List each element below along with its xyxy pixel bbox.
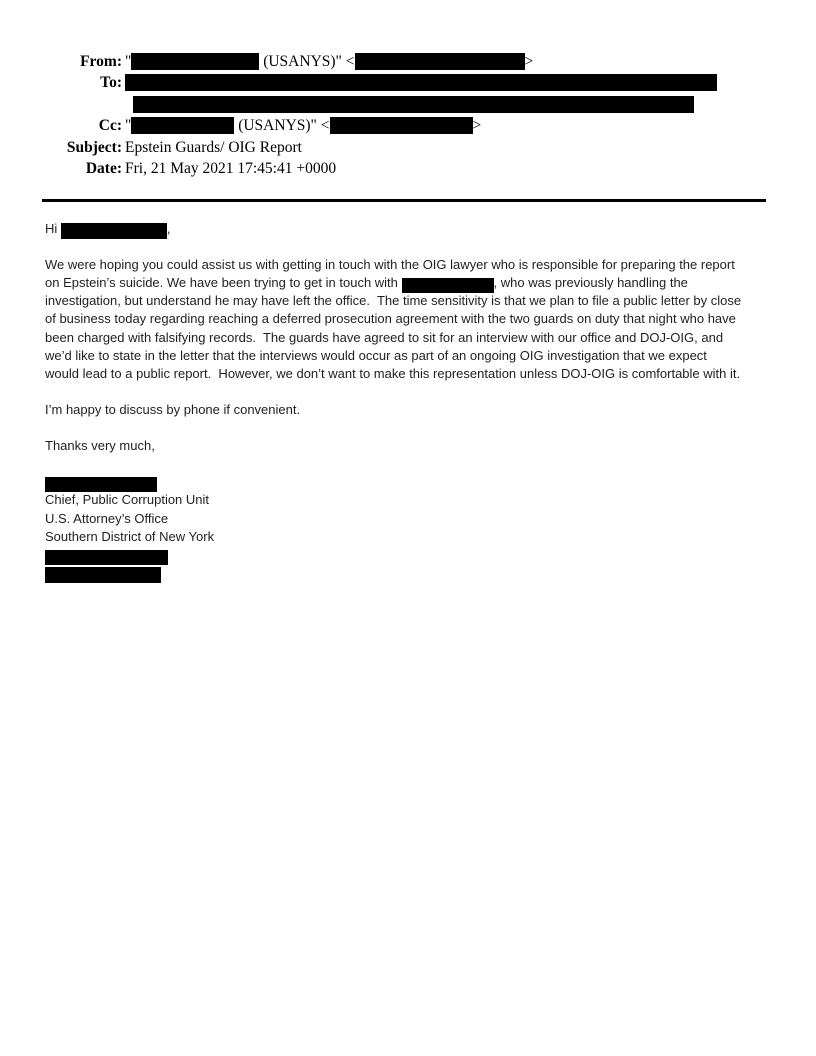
text-segment: > <box>472 117 482 135</box>
text-segment: We were hoping you could assist us with getting in touch with the OIG lawyer who is responsible for preparing the report <box>45 257 735 273</box>
text-segment: > <box>524 53 534 70</box>
redaction-bar <box>402 278 494 293</box>
header-row-subject <box>0 137 717 158</box>
redaction-bar <box>125 74 717 91</box>
text-segment: " <box>125 117 132 135</box>
text-segment: (USANYS)" < <box>234 117 330 135</box>
text-segment: Hi <box>45 221 61 236</box>
paragraph-line-4 <box>45 310 741 328</box>
spacer <box>45 455 741 473</box>
redaction-bar <box>131 117 234 134</box>
text-segment: investigation, but understand he may have left the office. The time sensitivity is that we plan to file a public letter by close <box>45 293 742 309</box>
header-field-label: Date: <box>85 159 122 177</box>
text-segment: (USANYS)" < <box>259 53 355 70</box>
header-field-value <box>125 94 694 115</box>
redaction-bar <box>131 53 259 70</box>
spacer <box>45 238 741 256</box>
signature-name-redacted <box>45 473 741 491</box>
header-field-value <box>125 51 533 72</box>
signature-phone-redacted <box>45 546 741 564</box>
paragraph-line-5 <box>45 329 741 347</box>
header-row-from <box>0 51 717 72</box>
signature-office <box>45 510 741 528</box>
greeting-line <box>45 220 741 238</box>
signature-district <box>45 528 741 546</box>
text-segment: we’d like to state in the letter that the interviews would occur as part of an ongoing OIG investigation that we expect <box>45 347 707 363</box>
text-segment: Epstein Guards/ OIG Report <box>125 138 302 156</box>
redaction-bar <box>45 477 157 492</box>
header-field-label: From: <box>80 53 122 70</box>
spacer <box>45 383 741 401</box>
paragraph-line-1 <box>45 256 741 274</box>
header-field-value <box>125 137 302 158</box>
header-divider <box>42 199 766 202</box>
email-body <box>45 220 741 582</box>
header-row-cc <box>0 115 717 136</box>
text-segment: Fri, 21 May 2021 17:45:41 +0000 <box>125 159 337 177</box>
redaction-bar <box>61 223 167 239</box>
redaction-bar <box>133 96 694 113</box>
paragraph-line-6 <box>45 347 741 365</box>
signoff-line <box>45 437 741 455</box>
text-segment: U.S. Attorney’s Office <box>45 510 169 526</box>
text-segment: I’m happy to discuss by phone if convenient. <box>45 401 301 417</box>
redaction-bar <box>45 550 168 565</box>
text-segment: , who was previously handling the <box>493 275 688 291</box>
text-segment: Chief, Public Corruption Unit <box>45 492 210 508</box>
header-row-date <box>0 158 717 179</box>
header-row-to-continuation <box>0 94 717 115</box>
signature-phone2-redacted <box>45 564 741 582</box>
text-segment: " <box>125 53 132 70</box>
text-segment: would lead to a public report. However, we don’t want to make this representation unless DOJ-OIG is comfortable with it. <box>45 365 741 381</box>
closing-line <box>45 401 741 419</box>
text-segment: Thanks very much, <box>45 438 155 454</box>
text-segment: of business today regarding reaching a deferred prosecution agreement with the two guards on duty that night who have <box>45 311 736 327</box>
header-field-label: Cc: <box>98 117 122 135</box>
header-field-label: Subject: <box>66 138 122 156</box>
redaction-bar <box>355 53 525 70</box>
text-segment: Southern District of New York <box>45 528 215 544</box>
redaction-bar <box>330 117 473 134</box>
email-header <box>0 51 717 179</box>
paragraph-line-3 <box>45 292 741 310</box>
signature-title <box>45 491 741 509</box>
header-row-to <box>0 72 717 93</box>
header-field-label: To: <box>100 74 122 92</box>
header-field-value <box>125 115 481 136</box>
header-field-value <box>125 72 717 93</box>
text-segment: been charged with falsifying records. The guards have agreed to sit for an interview with our office and DOJ-OIG, and <box>45 329 724 345</box>
text-segment: , <box>166 221 171 236</box>
paragraph-line-7 <box>45 365 741 383</box>
redaction-bar <box>45 567 161 583</box>
spacer <box>45 419 741 437</box>
text-segment: on Epstein’s suicide. We have been trying to get in touch with <box>45 275 402 291</box>
paragraph-line-2 <box>45 274 741 292</box>
header-field-value <box>125 158 336 179</box>
